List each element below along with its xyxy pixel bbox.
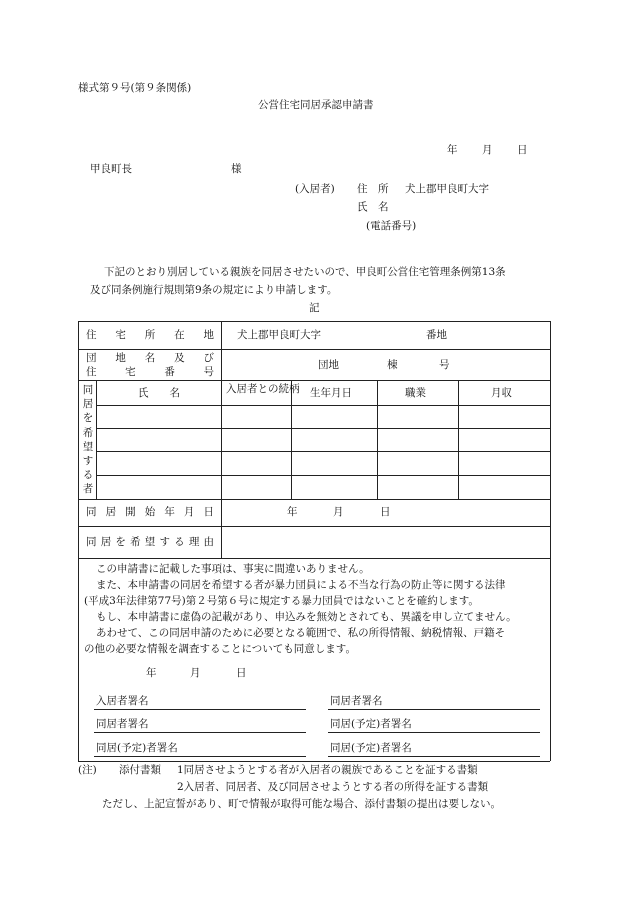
- reason-label: 同 居 を 希 望 す る 理 由: [86, 536, 214, 548]
- cohabitant-signature-label-1: 同居者署名: [330, 695, 383, 707]
- applicant-phone-label: (電話番号): [366, 220, 417, 232]
- address-suffix: 番地: [426, 329, 447, 341]
- addressee: 甲良町長: [90, 163, 132, 175]
- date-day-label: 日: [517, 144, 528, 156]
- declaration-date-year: 年: [146, 667, 157, 679]
- estate-value-2: 棟: [387, 359, 398, 371]
- start-month: 月: [333, 506, 344, 518]
- declaration-date-month: 月: [190, 667, 201, 679]
- estate-value-3: 号: [439, 359, 450, 371]
- cohabitant-signature-line-1[interactable]: [328, 709, 540, 710]
- start-date-label: 同 居 開 始 年 月 日: [86, 506, 214, 518]
- intro-line-2: 及び同条例施行規則第9条の規定により申請します。: [90, 284, 338, 296]
- planned-signature-line-2[interactable]: [94, 756, 306, 757]
- tenant-signature-label: 入居者署名: [96, 695, 149, 707]
- date-month-label: 月: [482, 144, 493, 156]
- col-job: 職業: [405, 387, 426, 399]
- notes-item-2: 2入居者、同居者、及び同居させようとする者の所得を証する書類: [177, 781, 489, 793]
- tenant-signature-line[interactable]: [94, 709, 306, 710]
- date-year-label: 年: [447, 144, 458, 156]
- planned-signature-line-1[interactable]: [328, 732, 540, 733]
- notes-proviso: ただし、上記宣誓があり、町で情報が取得可能な場合、添付書類の提出は要しない。: [102, 798, 501, 810]
- declaration-line-2: また、本申請書の同居を希望する者が暴力団員による不当な行為の防止等に関する法律: [96, 579, 506, 591]
- applicant-address-label: 住 所: [357, 183, 389, 195]
- honorific: 様: [231, 163, 242, 175]
- declaration-date-day: 日: [236, 667, 247, 679]
- persons-label: 同居を希望する者: [82, 384, 94, 496]
- notes-item-1: 1同居させようとする者が入居者の親族であることを証する書類: [177, 764, 478, 776]
- col-income: 月収: [491, 387, 512, 399]
- estate-label-1: 団 地 名 及 び: [86, 352, 214, 364]
- estate-value-1: 団地: [318, 359, 339, 371]
- estate-label-2: 住 宅 番 号: [86, 366, 214, 378]
- notes-label: (注): [78, 764, 97, 776]
- col-birth: 生年月日: [310, 387, 352, 399]
- planned-signature-label-2: 同居(予定)者署名: [96, 742, 178, 754]
- ki-mark: 記: [309, 302, 320, 314]
- col-relation: 入居者との続柄: [226, 383, 300, 395]
- address-label: 住 宅 所 在 地: [86, 329, 214, 341]
- cohabitant-signature-line-2[interactable]: [94, 732, 306, 733]
- declaration-line-5: あわせて、この同居申請のために必要となる範囲で、私の所得情報、納税情報、戸籍そ: [96, 627, 506, 639]
- declaration-line-4: もし、本申請書に虚偽の記載があり、申込みを無効とされても、異議を申し立てません。: [96, 611, 517, 623]
- applicant-address-value: 犬上郡甲良町大字: [405, 183, 489, 195]
- declaration-line-6: の他の必要な情報を調査することについても同意します。: [84, 643, 356, 655]
- address-value: 犬上郡甲良町大字: [237, 329, 321, 341]
- planned-signature-line-3[interactable]: [328, 756, 540, 757]
- form-title: 公営住宅同居承認申請書: [258, 99, 374, 111]
- planned-signature-label-3: 同居(予定)者署名: [330, 742, 412, 754]
- declaration-line-3: (平成3年法律第77号)第２号第６号に規定する暴力団員ではないことを確約します。: [84, 595, 479, 607]
- cohabitant-signature-label-2: 同居者署名: [96, 718, 149, 730]
- start-day: 日: [380, 506, 391, 518]
- planned-signature-label-1: 同居(予定)者署名: [330, 718, 412, 730]
- form-number: 様式第９号(第９条関係): [78, 82, 192, 94]
- col-name: 氏 名: [138, 387, 180, 399]
- applicant-role: (入居者): [295, 183, 335, 195]
- declaration-line-1: この申請書に記載した事項は、事実に間違いありません。: [96, 563, 370, 575]
- start-year: 年: [287, 506, 298, 518]
- notes-doc-label: 添付書類: [119, 764, 161, 776]
- intro-line-1: 下記のとおり別居している親族を同居させたいので、甲良町公営住宅管理条例第13条: [104, 266, 506, 278]
- applicant-name-label: 氏 名: [357, 201, 389, 213]
